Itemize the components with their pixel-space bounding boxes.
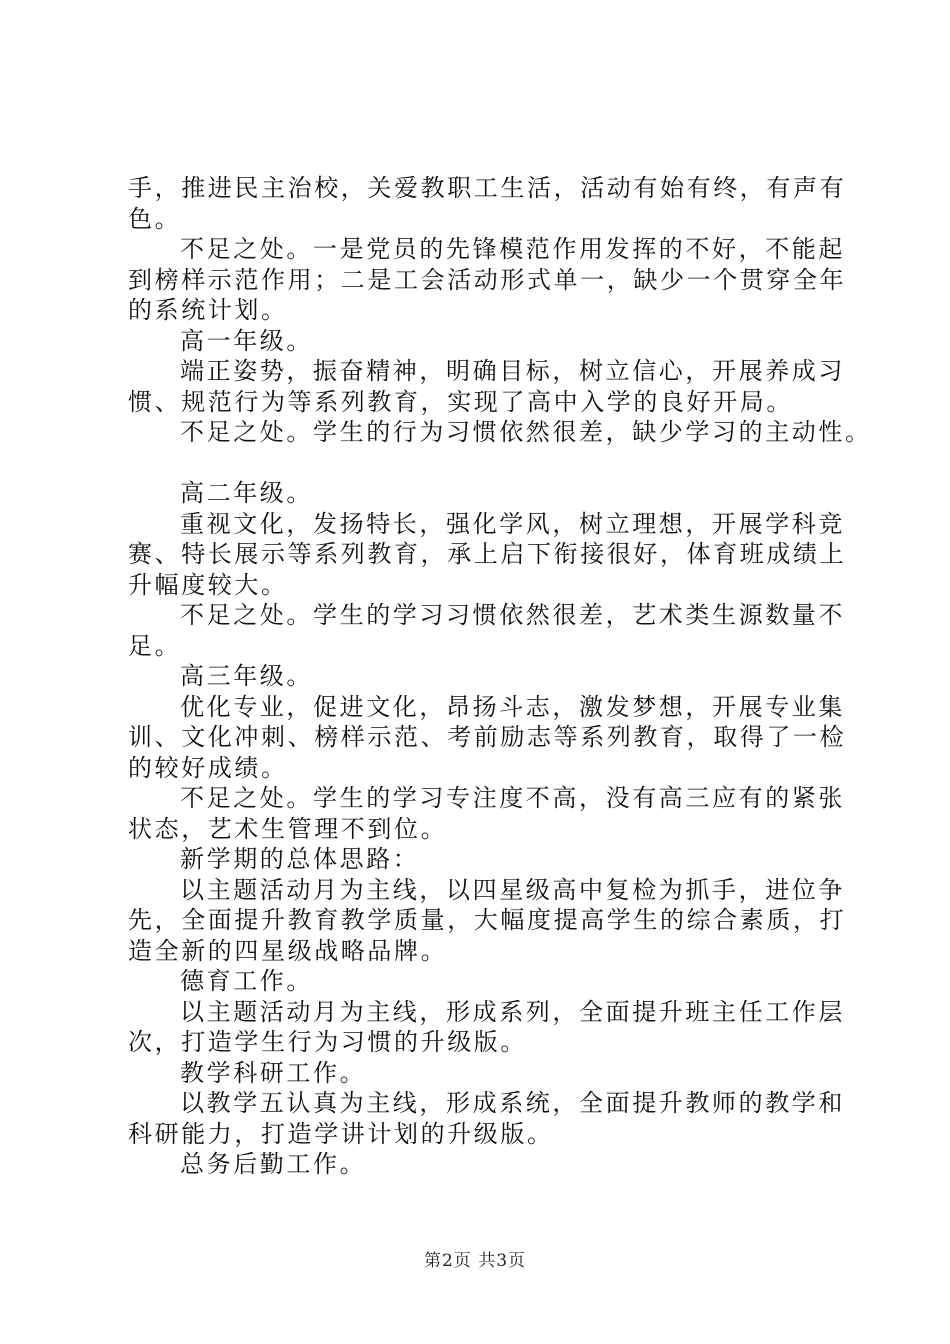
text-line: 高二年级。 — [180, 479, 313, 507]
text-line: 德育工作。 — [180, 967, 313, 995]
text-line: 教学科研工作。 — [180, 1058, 367, 1087]
text-line: 高一年级。 — [180, 326, 313, 355]
blank-line — [128, 448, 840, 479]
text-line: 色。 — [128, 204, 182, 233]
text-line: 以主题活动月为主线，以四星级高中复检为抓手，进位争 — [180, 875, 845, 904]
text-line: 的系统计划。 — [128, 296, 288, 324]
text-line: 新学期的总体思路： — [180, 845, 420, 873]
text-line: 手，推进民主治校，关爱教职工生活，活动有始有终，有声有 — [128, 174, 847, 202]
text-line: 赛、特长展示等系列教育，承上启下衔接很好，体育班成绩上 — [128, 540, 847, 568]
text-line: 的较好成绩。 — [128, 753, 288, 782]
text-line: 不足之处。学生的学习专注度不高，没有高三应有的紧张 — [180, 784, 845, 812]
text-line: 先，全面提升教育教学质量，大幅度提高学生的综合素质，打 — [128, 906, 847, 934]
text-line: 以教学五认真为主线，形成系统，全面提升教师的教学和 — [180, 1089, 845, 1117]
text-line: 到榜样示范作用；二是工会活动形式单一，缺少一个贯穿全年 — [128, 265, 847, 294]
page-footer: 第2页 共3页 — [423, 1251, 527, 1271]
text-line: 科研能力，打造学讲计划的升级版。 — [128, 1119, 554, 1148]
text-line: 不足之处。一是党员的先锋模范作用发挥的不好，不能起 — [180, 235, 845, 263]
text-line: 以主题活动月为主线，形成系列，全面提升班主任工作层 — [180, 997, 845, 1026]
text-line: 状态，艺术生管理不到位。 — [128, 814, 448, 843]
text-line: 训、文化冲刺、榜样示范、考前励志等系列教育，取得了一检 — [128, 723, 847, 751]
text-line: 高三年级。 — [180, 662, 313, 690]
text-line: 不足之处。学生的学习习惯依然很差，艺术类生源数量不 — [180, 601, 845, 629]
text-line: 不足之处。学生的行为习惯依然很差，缺少学习的主动性。 — [180, 418, 872, 446]
text-line: 次，打造学生行为习惯的升级版。 — [128, 1028, 527, 1056]
text-line: 造全新的四星级战略品牌。 — [128, 936, 448, 965]
text-line: 足。 — [128, 631, 182, 660]
text-line: 升幅度较大。 — [128, 570, 288, 599]
text-line: 端正姿势，振奋精神，明确目标，树立信心，开展养成习 — [180, 357, 845, 385]
text-line: 重视文化，发扬特长，强化学风，树立理想，开展学科竞 — [180, 509, 845, 538]
text-line: 总务后勤工作。 — [180, 1150, 367, 1178]
text-line: 惯、规范行为等系列教育，实现了高中入学的良好开局。 — [128, 387, 793, 416]
document-body — [128, 173, 872, 1180]
text-line: 优化专业，促进文化，昂扬斗志，激发梦想，开展专业集 — [180, 692, 845, 721]
